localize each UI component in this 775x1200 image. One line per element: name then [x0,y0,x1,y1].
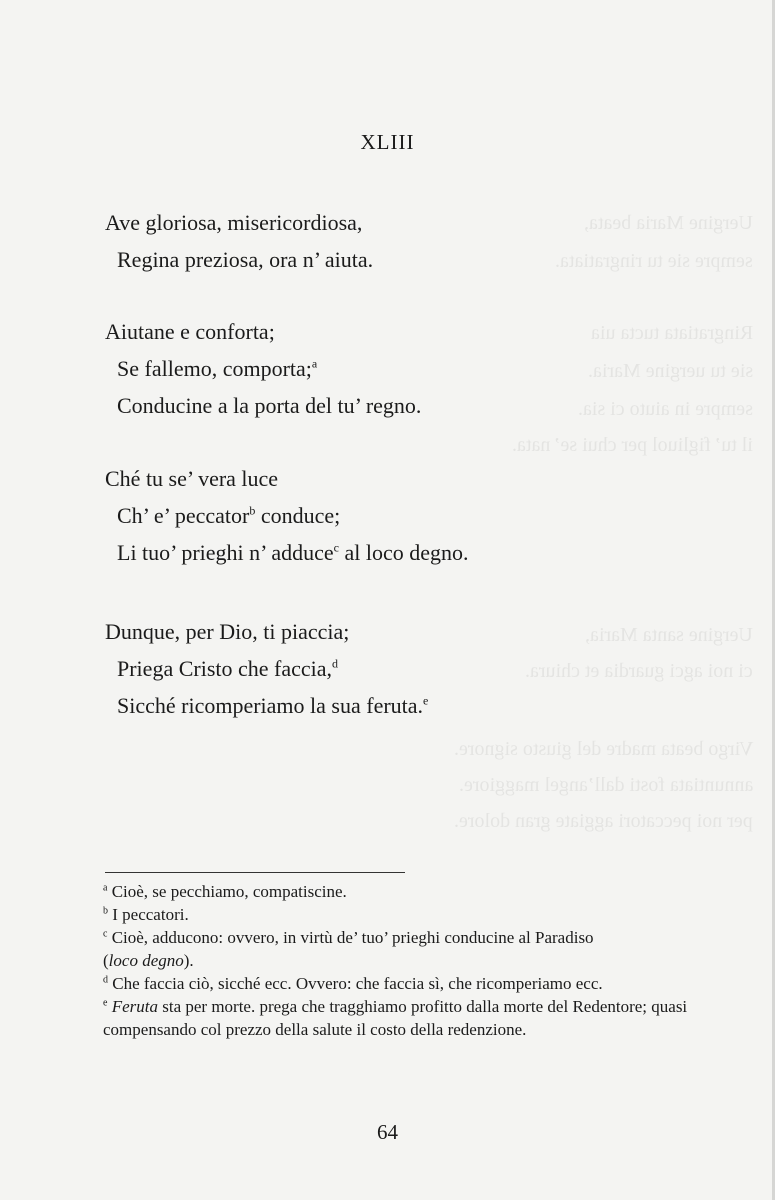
verse-line: Dunque, per Dio, ti piaccia; [105,619,350,644]
bleed-through: il tu’ figliuol per chui se’ nata. [512,434,753,456]
footnote-text: I peccatori. [112,905,189,924]
bleed-through: sie tu uergine Maria. [587,360,753,382]
footnote [103,903,723,926]
footnote-text: sta per morte. prega che tragghiamo profitto dalla morte del Redentore; quasi compensando col prezzo della salute il costo della redenzione. [103,997,688,1039]
verse-line [105,687,428,724]
footnote-mark: d [332,656,339,671]
footnote-italic: Feruta [111,997,158,1016]
verse-line [105,497,469,534]
footnote-mark: d [103,974,108,986]
page-number: 64 [377,1120,398,1144]
footnote [103,880,723,903]
stanza-3 [105,460,469,571]
verse-line: Aiutane e conforta; [105,319,275,344]
footnote-mark: e [103,997,108,1009]
verse-text: Ch’ e’ peccator [117,503,250,528]
footnotes [103,880,723,1041]
footnote-mark: a [103,882,108,894]
footnote [103,972,723,995]
bleed-through: annuntiata fosti dall’angel maggiore. [458,774,753,796]
footnote-mark: e [423,693,429,708]
bleed-through: Ringratiata tucta uia [590,322,753,344]
verse-text: al loco degno. [344,540,469,565]
stanza-4 [105,613,428,724]
verse-line: Ave gloriosa, misericordiosa, [105,210,363,235]
bleed-through: Virgo beata madre del giusto signore. [453,738,753,760]
bleed-through: per noi peccatori aggiate gran dolore. [454,810,753,832]
footnote-text: ). [183,951,194,970]
footnote-text: ( [103,951,109,970]
footnote-text: Cioè, adducono: ovvero, in virtù de’ tuo’ prieghi conducine al Paradiso [111,928,594,947]
bleed-through: Uergine santa Maria, [585,624,753,646]
bleed-through: Uergine Maria beata, [584,212,753,234]
bleed-through: sempre sie tu ringratiata. [555,250,753,272]
footnote-mark: c [103,928,108,940]
verse-line [105,650,428,687]
verse-text: Li tuo’ prieghi n’ adduce [117,540,334,565]
verse-line: Regina preziosa, ora n’ aiuta. [117,247,374,272]
poem-title: XLIII [360,130,415,154]
footnote-mark: b [249,503,256,518]
bleed-through: ci noi agci guardia et chiura. [525,660,753,682]
footnote-divider [105,872,405,873]
verse-text: conduce; [260,503,341,528]
footnote-italic: loco degno [108,951,184,970]
verse-line: Conducine a la porta del tu’ regno. [117,393,422,418]
stanza-2 [105,313,421,424]
verse-line [105,534,469,571]
footnote [103,926,723,972]
footnote-text: Cioè, se pecchiamo, compatiscine. [111,882,347,901]
verse-text: Sicché ricomperiamo la sua feruta. [117,693,424,718]
verse-text: Priega Cristo che faccia, [117,656,333,681]
stanza-1 [105,204,373,278]
verse-text: Se fallemo, comporta; [117,356,312,381]
footnote-mark: c [333,540,339,555]
footnote-text: Che faccia ciò, sicché ecc. Ovvero: che faccia sì, che ricomperiamo ecc. [112,974,603,993]
verse-line: Ché tu se’ vera luce [105,466,279,491]
footnote-mark: a [311,356,318,371]
footnote [103,995,723,1041]
footnote-mark: b [103,905,108,917]
verse-line [105,350,421,387]
bleed-through: sempre in aiuto ci sia. [578,398,753,420]
